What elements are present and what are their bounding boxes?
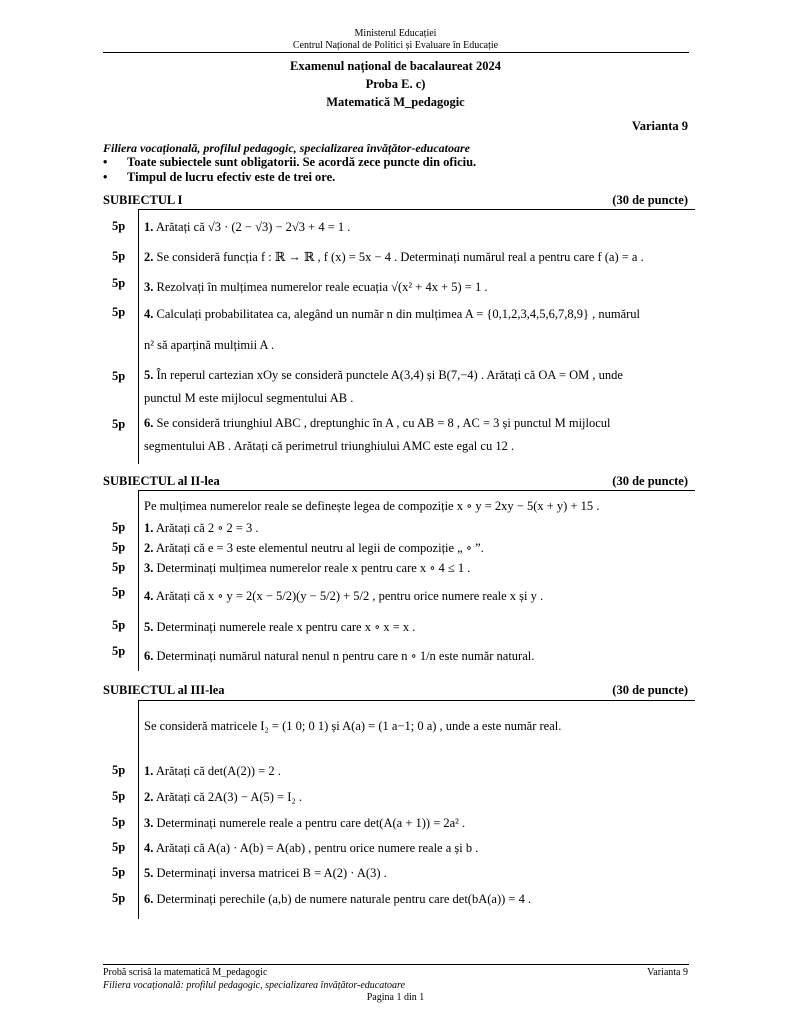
s3-item-5: 5. Determinați inversa matricei B = A(2) · A(3) .: [144, 866, 387, 880]
footer-divider: [103, 964, 689, 965]
points-badge: 5p: [112, 520, 126, 534]
points-badge: 5p: [112, 840, 126, 854]
bullet-2: • Timpul de lucru efectiv este de trei ore.: [103, 170, 336, 184]
section-3-header: SUBIECTUL al III-lea (30 de puncte): [103, 683, 688, 697]
s2-intro: Pe mulțimea numerelor reale se definește legea de compoziție x ∘ y = 2xy − 5(x + y) + 15 .: [144, 499, 600, 513]
points-badge: 5p: [112, 789, 126, 803]
s2-item-1: 1. Arătați că 2 ∘ 2 = 3 .: [144, 521, 259, 535]
s2-item-6: 6. Determinați numărul natural nenul n pentru care n ∘ 1/n este număr natural.: [144, 649, 535, 663]
points-badge: 5p: [112, 585, 126, 599]
s3-item-6: 6. Determinați perechile (a,b) de numere naturale pentru care det(bA(a)) = 4 .: [144, 892, 532, 906]
points-badge: 5p: [112, 763, 126, 777]
s1-item-1: 1. Arătați că √3 · (2 − √3) − 2√3 + 4 = 1 .: [144, 220, 351, 234]
points-badge: 5p: [112, 305, 126, 319]
footer-variant: Varianta 9: [647, 967, 688, 978]
points-badge: 5p: [112, 369, 126, 383]
s3-item-4: 4. Arătați că A(a) · A(b) = A(ab) , pentru orice numere reale a și b .: [144, 841, 479, 855]
points-badge: 5p: [112, 540, 126, 554]
s3-item-2: 2. Arătați că 2A(3) − A(5) = I₂ .: [144, 790, 302, 804]
section-2-frame: [138, 490, 695, 671]
s3-item-1: 1. Arătați că det(A(2)) = 2 .: [144, 764, 281, 778]
s1-item-4-cont: n² să aparțină mulțimii A .: [144, 338, 275, 352]
header-divider: [103, 52, 689, 53]
points-badge: 5p: [112, 815, 126, 829]
section-1-header: SUBIECTUL I (30 de puncte): [103, 193, 688, 207]
center-name: Centrul Național de Politici și Evaluare în Educație: [292, 40, 499, 51]
points-badge: 5p: [112, 417, 126, 431]
points-badge: 5p: [112, 249, 126, 263]
points-badge: 5p: [112, 618, 126, 632]
s2-item-2: 2. Arătați că e = 3 este elementul neutru al legii de compoziție „ ∘ ”.: [144, 541, 484, 555]
exam-title: Examenul național de bacalaureat 2024: [290, 59, 501, 73]
s1-item-3: 3. Rezolvați în mulțimea numerelor reale ecuația √(x² + 4x + 5) = 1 .: [144, 280, 488, 294]
points-badge: 5p: [112, 276, 126, 290]
footer-filiera: Filiera vocațională: profilul pedagogic, specializarea învățător-educatoare: [103, 980, 405, 991]
points-badge: 5p: [112, 865, 126, 879]
section-2-header: SUBIECTUL al II-lea (30 de puncte): [103, 474, 688, 488]
page-number: Pagina 1 din 1: [366, 992, 425, 1003]
filiera-line: Filiera vocațională, profilul pedagogic, specializarea învățător-educatoare: [103, 141, 470, 155]
points-badge: 5p: [112, 891, 126, 905]
s2-item-4: 4. Arătați că x ∘ y = 2(x − 5/2)(y − 5/2) + 5/2 , pentru orice numere reale x și y .: [144, 589, 544, 603]
variant-label: Varianta 9: [631, 119, 688, 133]
s1-item-2: 2. Se consideră funcția f : ℝ → ℝ , f (x) = 5x − 4 . Determinați numărul real a pentru care f (a) = a .: [144, 250, 644, 264]
s1-item-4: 4. Calculați probabilitatea ca, alegând un număr n din mulțimea A = {0,1,2,3,4,5,6,7,8,9} , numărul: [144, 307, 641, 321]
footer-subject: Probă scrisă la matematică M_pedagogic: [103, 967, 268, 978]
s1-item-5-cont: punctul M este mijlocul segmentului AB .: [144, 391, 354, 405]
s1-item-5: 5. În reperul cartezian xOy se consideră punctele A(3,4) și B(7,−4) . Arătați că OA = OM , unde: [144, 368, 623, 382]
proba-title: Proba E. c): [365, 77, 426, 91]
points-badge: 5p: [112, 560, 126, 574]
subject-title: Matematică M_pedagogic: [326, 95, 465, 109]
points-badge: 5p: [112, 219, 126, 233]
ministry-name: Ministerul Educației: [354, 28, 437, 39]
s2-item-3: 3. Determinați mulțimea numerelor reale x pentru care x ∘ 4 ≤ 1 .: [144, 561, 471, 575]
s1-item-6: 6. Se consideră triunghiul ABC , dreptunghic în A , cu AB = 8 , AC = 3 și punctul M mijlocul: [144, 416, 611, 430]
s3-item-3: 3. Determinați numerele reale a pentru care det(A(a + 1)) = 2a² .: [144, 816, 466, 830]
s2-item-5: 5. Determinați numerele reale x pentru care x ∘ x = x .: [144, 620, 416, 634]
s3-intro: Se consideră matricele I₂ = (1 0; 0 1) și A(a) = (1 a−1; 0 a) , unde a este număr real.: [144, 719, 562, 733]
points-badge: 5p: [112, 644, 126, 658]
bullet-1: • Toate subiectele sunt obligatorii. Se acordă zece puncte din oficiu.: [103, 155, 477, 169]
s1-item-6-cont: segmentului AB . Arătați că perimetrul triunghiului AMC este egal cu 12 .: [144, 439, 515, 453]
